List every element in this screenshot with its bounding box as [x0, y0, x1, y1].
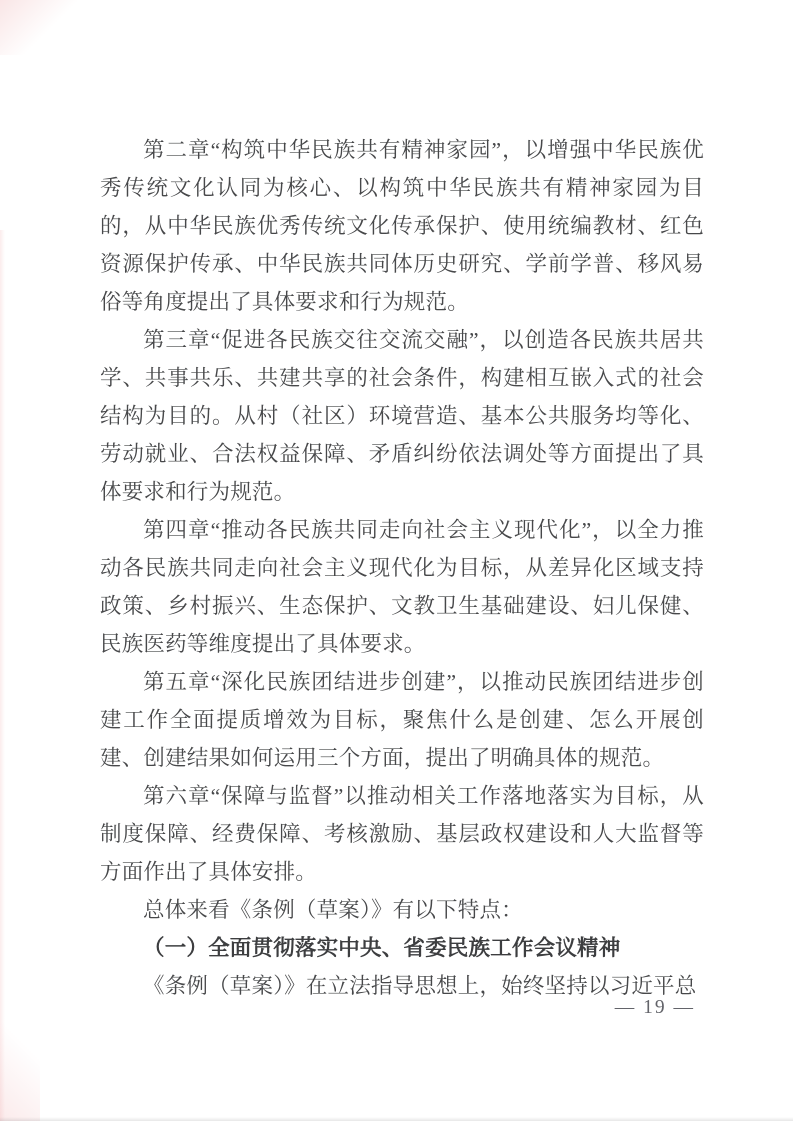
scan-artifact-top-left — [0, 0, 90, 55]
paragraph-chapter-6: 第六章“保障与监督”以推动相关工作落地落实为目标，从制度保障、经费保障、考核激励、基层政权建设和人大监督等方面作出了具体安排。 — [100, 784, 704, 884]
paragraph-chapter-5: 第五章“深化民族团结进步创建”，以推动民族团结进步创建工作全面提质增效为目标，聚焦什么是创建、怎么开展创建、创建结果如何运用三个方面，提出了明确具体的规范。 — [100, 670, 704, 770]
document-body — [100, 131, 704, 1005]
page-number: — 19 — — [614, 997, 695, 1018]
scan-artifact-bottom-edge — [0, 1117, 793, 1121]
paragraph-chapter-3: 第三章“促进各民族交往交流交融”，以创造各民族共居共学、共事共乐、共建共享的社会条件，构建相互嵌入式的社会结构为目的。从村（社区）环境营造、基本公共服务均等化、劳动就业、合法权益保障、矛盾纠纷依法调处等方面提出了具体要求和行为规范。 — [100, 328, 704, 504]
paragraph-overview-intro: 总体来看《条例（草案）》有以下特点： — [143, 898, 523, 922]
paragraph-feature-1-heading: （一）全面贯彻落实中央、省委民族工作会议精神 — [143, 936, 621, 960]
paragraph-chapter-4: 第四章“推动各民族共同走向社会主义现代化”，以全力推动各民族共同走向社会主义现代化为目标，从差异化区域支持政策、乡村振兴、生态保护、文教卫生基础建设、妇儿保健、民族医药等维度提出了具体要求。 — [100, 518, 704, 656]
scan-artifact-bottom-left — [0, 991, 40, 1121]
scan-artifact-left-edge — [0, 230, 5, 1121]
paragraph-feature-1-body: 《条例（草案）》在立法指导思想上，始终坚持以习近平总 — [143, 974, 697, 998]
paragraph-chapter-2: 第二章“构筑中华民族共有精神家园”，以增强中华民族优秀传统文化认同为核心、以构筑中华民族共有精神家园为目的，从中华民族优秀传统文化传承保护、使用统编教材、红色资源保护传承、中华民族共同体历史研究、学前学普、移风易俗等角度提出了具体要求和行为规范。 — [100, 138, 704, 314]
